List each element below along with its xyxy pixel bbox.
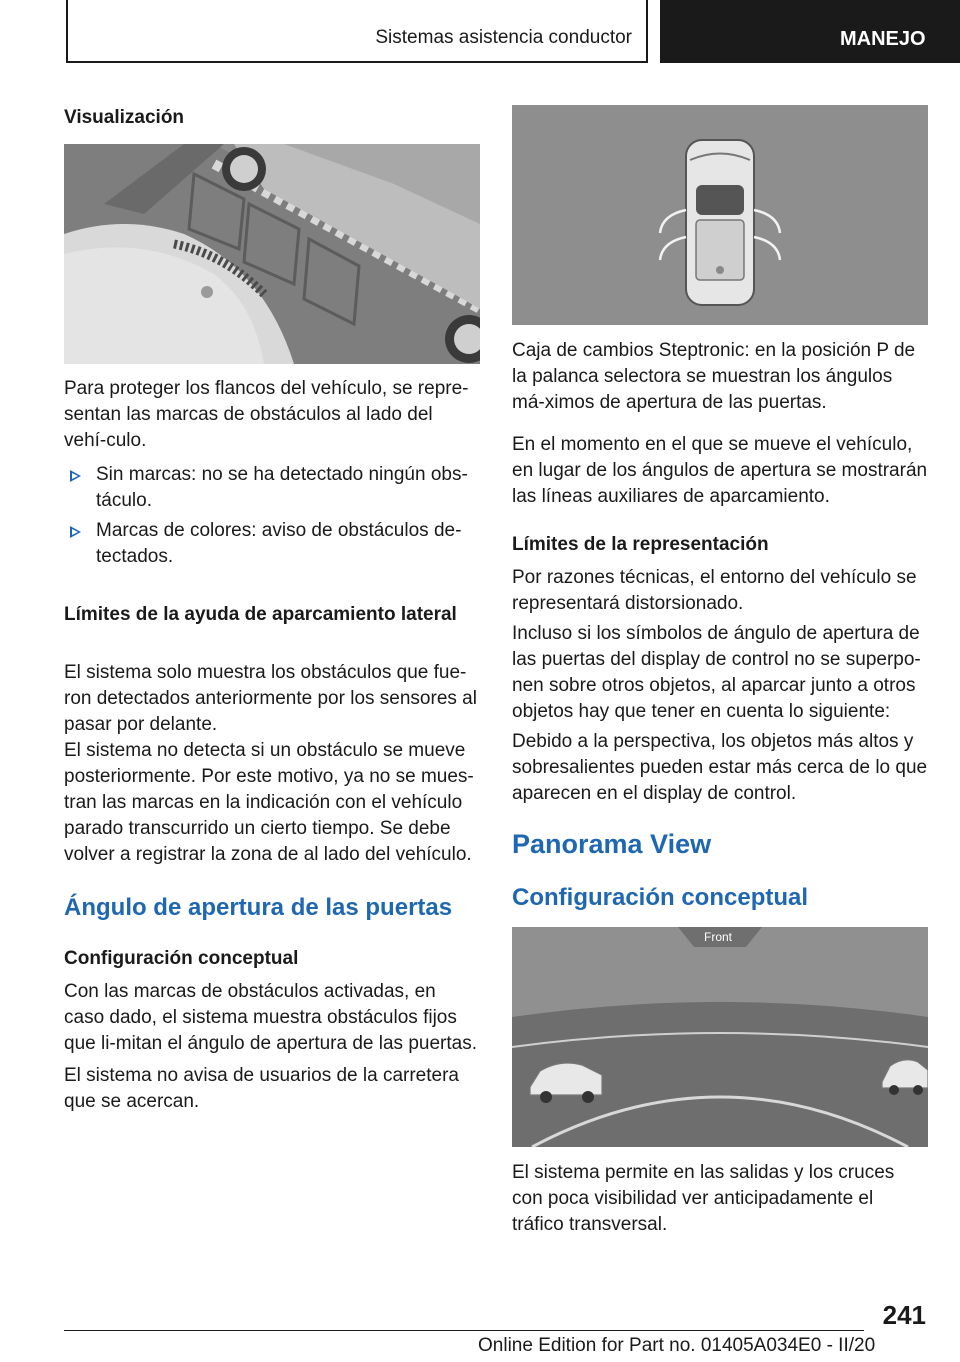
- panorama-view-illustration: [512, 927, 928, 1147]
- page-number: 241: [882, 1300, 926, 1330]
- heading-configuracion-conceptual-2: Configuración conceptual: [512, 884, 809, 911]
- paragraph-flancos: Para proteger los flancos del vehículo, se repre-sentan las marcas de obstáculos al lado del vehí-culo.: [64, 378, 469, 451]
- bullet-item: [64, 518, 480, 570]
- paragraph-momento: En el momento en el que se mueve el vehículo, en lugar de los ángulos de apertura se mostrarán las líneas auxiliares de aparcamiento.: [512, 434, 928, 507]
- figure-door-angle: [512, 105, 928, 325]
- paragraph-limites-2: El sistema no detecta si un obstáculo se mueve posteriormente. Por este motivo, ya no se mues-tran las marcas en la indicación con el vehículo parado transcurrido un cierto tiempo. Se debe volver a registrar la zona de al lado del vehículo.: [64, 740, 474, 865]
- figure-side-parking: [64, 144, 480, 364]
- header-chapter-tab: [660, 0, 960, 63]
- paragraph-repr-3: Debido a la perspectiva, los objetos más altos y sobresalientes pueden estar más cerca de lo que aparecen en el display de control.: [512, 731, 928, 804]
- bullet-text: Marcas de colores: aviso de obstáculos de-tectados.: [96, 520, 462, 567]
- header-section-tab: [66, 0, 648, 63]
- triangle-bullet-icon: [70, 470, 81, 482]
- heading-limites-representacion: Límites de la representación: [512, 534, 769, 555]
- heading-visualizacion: Visualización: [64, 107, 185, 128]
- paragraph-panorama: El sistema permite en las salidas y los cruces con poca visibilidad ver anticipadamente el tráfico transversal.: [512, 1162, 895, 1235]
- paragraph-repr-2: Incluso si los símbolos de ángulo de apertura de las puertas del display de control no se superpo-nen sobre otros objetos, al aparcar junto a otros objetos hay que tener en cuenta lo siguiente:: [512, 623, 921, 722]
- heading-limites-ayuda: Límites de la ayuda de aparcamiento lateral: [64, 604, 457, 625]
- paragraph-repr-1: Por razones técnicas, el entorno del vehículo se representará distorsionado.: [512, 567, 917, 614]
- heading-angulo-apertura: Ángulo de apertura de las puertas: [64, 894, 453, 921]
- door-angle-illustration: [512, 105, 928, 325]
- paragraph-config-1: Con las marcas de obstáculos activadas, en caso dado, el sistema muestra obstáculos fijos que li-mitan el ángulo de apertura de las puertas.: [64, 981, 477, 1054]
- triangle-bullet-icon: [70, 526, 81, 538]
- paragraph-config-2: El sistema no avisa de usuarios de la carretera que se acercan.: [64, 1065, 459, 1112]
- front-label: Front: [704, 930, 733, 944]
- header-chapter-title: MANEJO: [840, 28, 926, 50]
- footer-divider: [64, 1330, 864, 1331]
- header-section-title: Sistemas asistencia conductor: [375, 27, 632, 48]
- paragraph-limites-1: El sistema solo muestra los obstáculos que fue-ron detectados anteriormente por los sensores al pasar por delante.: [64, 662, 477, 735]
- side-parking-illustration: [64, 144, 480, 364]
- heading-configuracion-conceptual: Configuración conceptual: [64, 948, 299, 969]
- bullet-item: [64, 462, 480, 514]
- paragraph-steptronic: Caja de cambios Steptronic: en la posición P de la palanca selectora se muestran los ángulos má-ximos de apertura de las puertas.: [512, 340, 916, 413]
- figure-panorama-view: [512, 927, 928, 1147]
- bullet-text: Sin marcas: no se ha detectado ningún obs-táculo.: [96, 464, 468, 511]
- heading-panorama-view: Panorama View: [512, 829, 712, 859]
- footer-edition: Online Edition for Part no. 01405A034E0 - II/20: [478, 1335, 876, 1356]
